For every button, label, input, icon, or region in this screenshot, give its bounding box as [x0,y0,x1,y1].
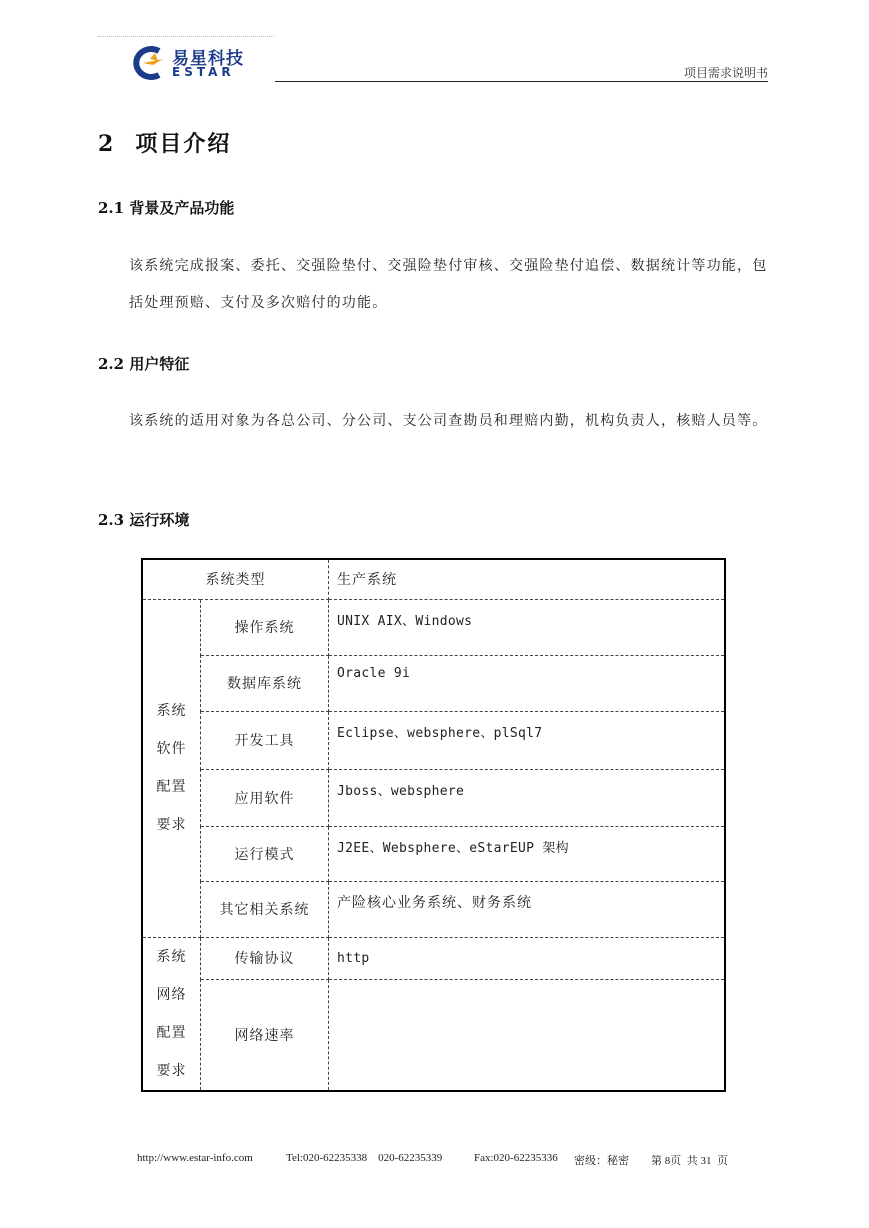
table-row [142,826,725,881]
software-group-line: 软件 [156,741,187,757]
app-software-label: 应用软件 [201,769,329,826]
subsection-heading-2-1: 2.1 背景及产品功能 [98,199,235,217]
environment-table [141,558,726,1092]
subsection-paragraph-2-2: 该系统的适用对象为各总公司、分公司、支公司查勘员和理赔内勤，机构负责人，核赔人员等。 [129,413,768,429]
footer-tel: Tel:020-62235338 020-62235339 [286,1152,443,1164]
software-group-line: 配置 [156,779,187,795]
run-mode-value: J2EE、Websphere、eStarEUP 架构 [329,826,726,881]
network-group-line: 配置 [156,1024,187,1041]
software-group-line: 系统 [156,703,187,719]
database-value: Oracle 9i [329,655,726,711]
run-mode-label: 运行模式 [201,826,329,881]
system-type-label: 系统类型 [142,559,329,599]
os-value: UNIX AIX、Windows [329,599,726,655]
system-type-value: 生产系统 [329,559,726,599]
estar-logo-icon [129,45,169,81]
document-title: 项目需求说明书 [683,66,768,80]
software-group-cell [142,599,201,937]
protocol-value: http [329,937,726,979]
software-group-line: 要求 [156,817,187,833]
related-systems-label: 其它相关系统 [201,881,329,937]
app-software-value: Jboss、websphere [329,769,726,826]
section-title: 项目介绍 [135,131,232,157]
os-label: 操作系统 [201,599,329,655]
header-divider [275,81,768,82]
table-row [142,937,725,979]
table-row [142,769,725,826]
dev-tools-value: Eclipse、websphere、plSql7 [329,711,726,769]
section-number: 2 [98,131,116,157]
footer-page-number: 第 8页 共 31 页 [651,1155,728,1167]
dev-tools-label: 开发工具 [201,711,329,769]
table-row [142,559,725,599]
logo-chinese-text: 易星科技 [172,49,244,69]
footer-website-link[interactable]: http://www.estar-info.com [137,1152,253,1164]
subsection-paragraph-2-1: 该系统完成报案、委托、交强险垫付、交强险垫付审核、交强险垫付追偿、数据统计等功能，包括处理预赔、支付及多次赔付的功能。 [129,258,768,311]
logo-english-text: ESTAR [172,65,235,79]
network-group-line: 网络 [156,986,187,1003]
subsection-heading-2-3: 2.3 运行环境 [98,511,190,529]
protocol-label: 传输协议 [201,937,329,979]
related-systems-value: 产险核心业务系统、财务系统 [329,881,726,937]
section-heading [98,127,231,158]
subsection-heading-2-2: 2.2 用户特征 [98,355,190,373]
footer-security-level: 密级：秘密 [574,1155,629,1167]
table-row [142,599,725,655]
network-speed-label: 网络速率 [201,979,329,1090]
footer-fax: Fax:020-62235336 [474,1152,558,1164]
table-row [142,711,725,769]
database-label: 数据库系统 [201,655,329,711]
table-row [142,881,725,937]
network-speed-value [329,979,726,1090]
table-row [142,979,725,1090]
table-row [142,655,725,711]
network-group-line: 要求 [156,1062,187,1079]
network-group-line: 系统 [156,948,187,965]
network-group-cell [142,937,201,1091]
